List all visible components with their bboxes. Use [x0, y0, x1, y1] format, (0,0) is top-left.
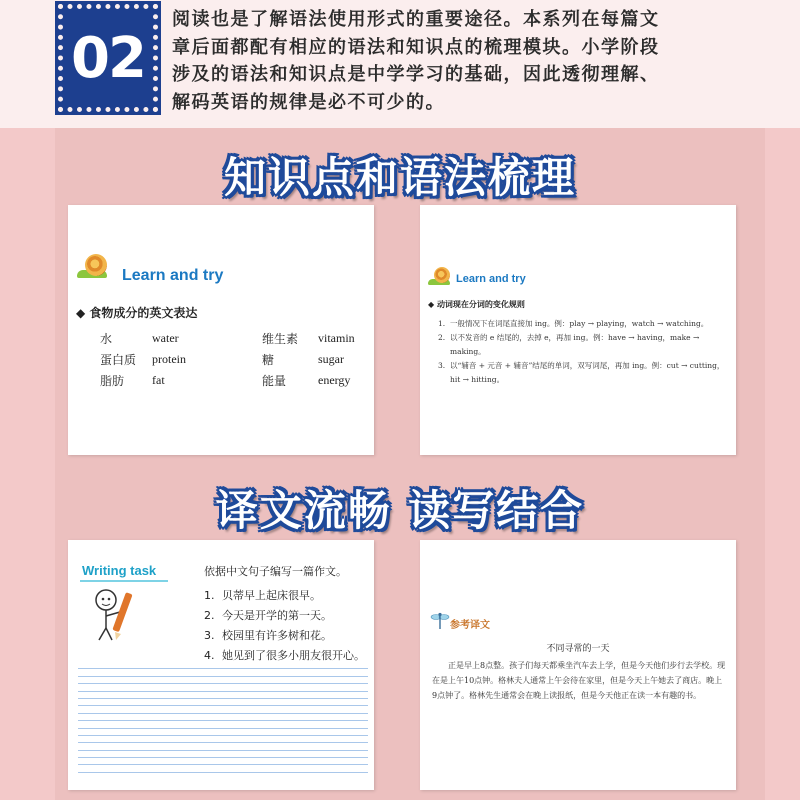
writing-task-card — [68, 540, 374, 790]
bullet-title: ◆ 动词现在分词的变化规则 — [428, 300, 525, 309]
task-number: 2. — [204, 609, 215, 622]
vocab-row — [100, 328, 370, 349]
vocab-cn: 维生素 — [262, 332, 299, 346]
intro-line: 解码英语的规律是必不可少的。 — [172, 91, 445, 113]
bullet-title: ◆ 食物成分的英文表达 — [76, 306, 198, 320]
task-text: 她见到了很多小朋友很开心。 — [222, 649, 365, 662]
task-text: 校园里有许多树和花。 — [222, 629, 332, 642]
rule-text: 以“辅音 + 元音 + 辅音”结尾的单词，双写词尾，再加 ing。例：cut → cutting，hit → hitting。 — [450, 361, 725, 384]
intro-paragraph — [172, 6, 788, 116]
rule-number: 2. — [438, 333, 446, 342]
vocab-cn: 能量 — [262, 374, 287, 388]
rule-item — [438, 359, 730, 387]
rule-number: 3. — [438, 361, 446, 370]
stamp-badge — [58, 4, 158, 112]
reference-translation-card — [420, 540, 736, 790]
learn-heading: Learn and try — [456, 273, 526, 285]
vocab-en: water — [152, 331, 179, 345]
snail-icon — [428, 267, 450, 287]
task-item — [204, 586, 365, 606]
intro-line: 涉及的语法和知识点是中学学习的基础，因此透彻理解、 — [172, 64, 660, 85]
task-number: 3. — [204, 629, 215, 642]
task-instruction: 依据中文句子编写一篇作文。 — [204, 565, 347, 578]
writing-lines — [78, 662, 368, 773]
vocab-en: sugar — [318, 352, 344, 366]
vocab-cn: 脂肪 — [100, 374, 125, 388]
vocab-cn: 糖 — [262, 353, 275, 367]
rule-text: 一般情况下在词尾直接加 ing。例：play → playing，watch → watching。 — [450, 319, 709, 328]
learn-heading: Learn and try — [122, 267, 224, 284]
dragonfly-icon — [430, 612, 450, 630]
learn-card-verbs — [420, 205, 736, 455]
heading-underline — [80, 580, 168, 582]
vocab-cn: 水 — [100, 332, 113, 346]
vocab-row — [100, 370, 370, 391]
task-list — [204, 586, 365, 666]
task-item — [204, 626, 365, 646]
story-body: 正是早上8点整。孩子们每天都乘坐汽车去上学，但是今天他们步行去学校。现在是上午10点钟。格林夫人通常上午会待在家里，但是今天上午她去了商店。晚上9点钟了。格林先生通常会在晚上读报纸，但是今天他正在读一本有趣的书。 — [432, 661, 726, 700]
story-title: 不同寻常的一天 — [546, 644, 610, 654]
task-text: 今天是开学的第一天。 — [222, 609, 332, 622]
rules-list — [438, 317, 730, 387]
intro-band — [0, 0, 800, 128]
stick-figure-pencil-icon — [86, 586, 140, 642]
task-item — [204, 606, 365, 626]
snail-icon — [77, 254, 107, 280]
intro-line: 阅读也是了解语法使用形式的重要途径。本系列在每篇文 — [172, 9, 660, 30]
intro-line: 章后面都配有相应的语法和知识点的梳理模块。小学阶段 — [172, 36, 660, 58]
vocab-cn: 蛋白质 — [100, 353, 137, 367]
task-number: 1. — [204, 589, 215, 602]
vocab-en: vitamin — [318, 331, 355, 345]
vocab-en: energy — [318, 373, 351, 387]
rule-item — [438, 331, 730, 359]
vocab-en: fat — [152, 373, 165, 387]
task-text: 贝蒂早上起床很早。 — [222, 589, 321, 602]
writing-heading: Writing task — [82, 563, 157, 578]
stamp-number: 02 — [71, 25, 145, 91]
rule-text: 以不发音的 e 结尾的，去掉 e，再加 ing。例：have → having，make → making。 — [450, 333, 700, 356]
task-number: 4. — [204, 649, 215, 662]
section-title-grammar: 知识点和语法梳理 — [223, 153, 576, 202]
learn-card-food — [68, 205, 374, 455]
reference-heading: 参考译文 — [450, 620, 490, 631]
vocab-en: protein — [152, 352, 186, 366]
rule-number: 1. — [438, 319, 446, 328]
vocab-table — [100, 328, 370, 391]
section-title-translation: 译文流畅 读写结合 — [215, 486, 585, 535]
rule-item — [438, 317, 730, 331]
vocab-row — [100, 349, 370, 370]
